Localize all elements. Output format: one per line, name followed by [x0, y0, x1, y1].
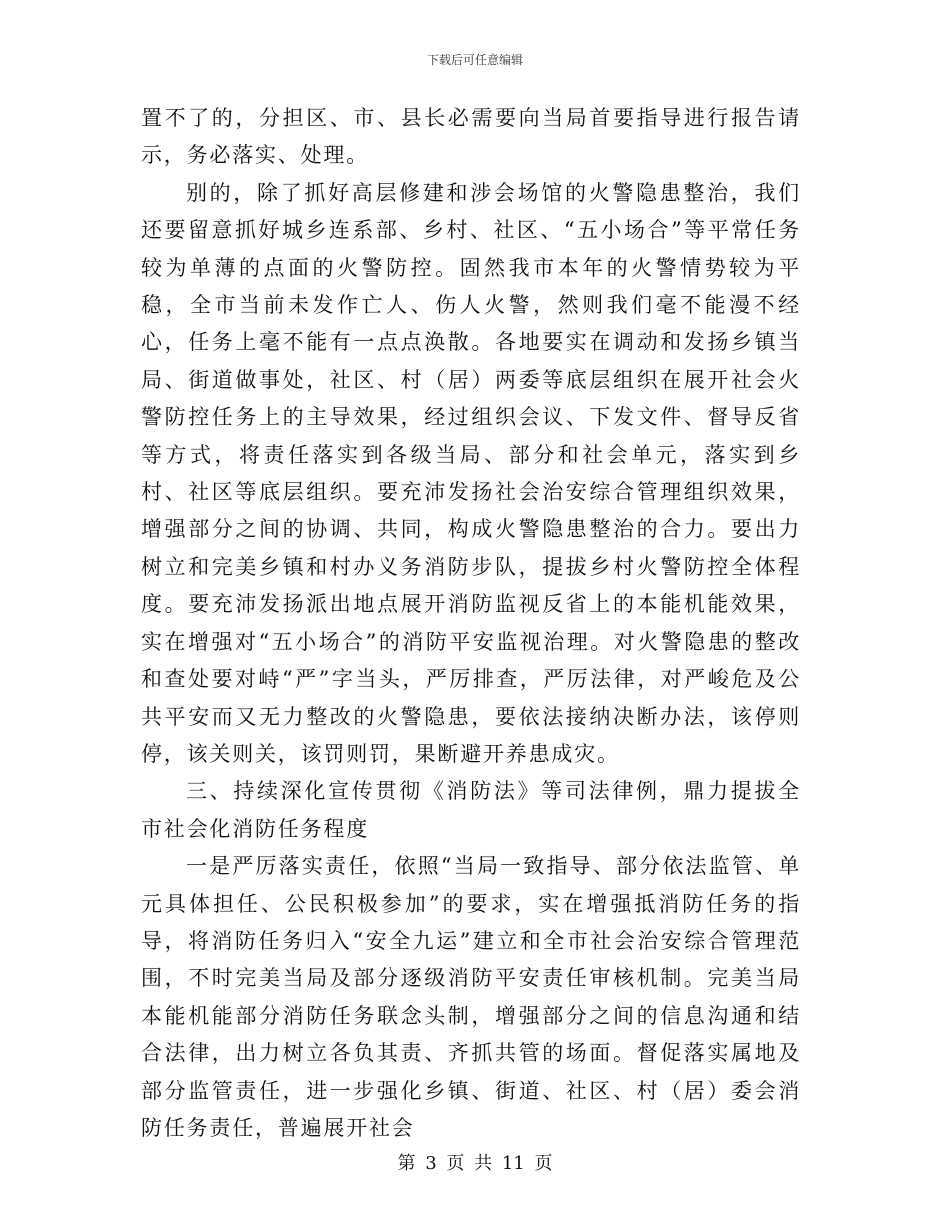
paragraph-responsibility: 一是严厉落实责任，依照“当局一致指导、部分依法监管、单元具体担任、公民积极参加”的要求，实在增强抵消防任务的指导，将消防任务归入“安全九运”建立和全市社会治安综合管理范围，不时完美当局及部分逐级消防平安责任审核机制。完美当局本能机能部分消防任务联念头制，增强部分之间的信息沟通和结合法律，出力树立各负其责、齐抓共管的场面。督促落实属地及部分监管责任，进一步强化乡镇、街道、社区、村（居）委会消防任务责任，普遍展开社会	[141, 854, 801, 1140]
document-body	[141, 100, 801, 1147]
page-header: 下载后可任意编辑	[426, 53, 523, 67]
paragraph-continuation: 置不了的，分担区、市、县长必需要向当局首要指导进行报告请示，务必落实、处理。	[141, 106, 801, 168]
paragraph-fire-prevention: 别的，除了抓好高层修建和涉会场馆的火警隐患整治，我们还要留意抓好城乡连系部、乡村、社区、“五小场合”等平常任务较为单薄的点面的火警防控。固然我市本年的火警情势较为平稳，全市当前未发作亡人、伤人火警，然则我们毫不能漫不经心，任务上毫不能有一点点涣散。各地要实在调动和发扬乡镇当局、街道做事处，社区、村（居）两委等底层组织在展开社会火警防控任务上的主导效果，经过组织会议、下发文件、督导反省等方式，将责任落实到各级当局、部分和社会单元，落实到乡村、社区等底层组织。要充沛发扬社会治安综合管理组织效果，增强部分之间的协调、共同，构成火警隐患整治的合力。要出力树立和完美乡镇和村办义务消防步队，提拔乡村火警防控全体程度。要充沛发扬派出地点展开消防监视反省上的本能机能效果，实在增强对“五小场合”的消防平安监视治理。对火警隐患的整改和查处要对峙“严”字当头，严厉排查，严厉法律，对严峻危及公共平安而又无力整改的火警隐患，要依法接纳决断办法，该停则停，该关则关，该罚则罚，果断避开养患成灾。	[141, 180, 801, 766]
section-heading-three: 三、持续深化宣传贯彻《消防法》等司法律例，鼎力提拔全市社会化消防任务程度	[141, 779, 801, 841]
page-number: 第 3 页 共 11 页	[397, 1153, 553, 1174]
